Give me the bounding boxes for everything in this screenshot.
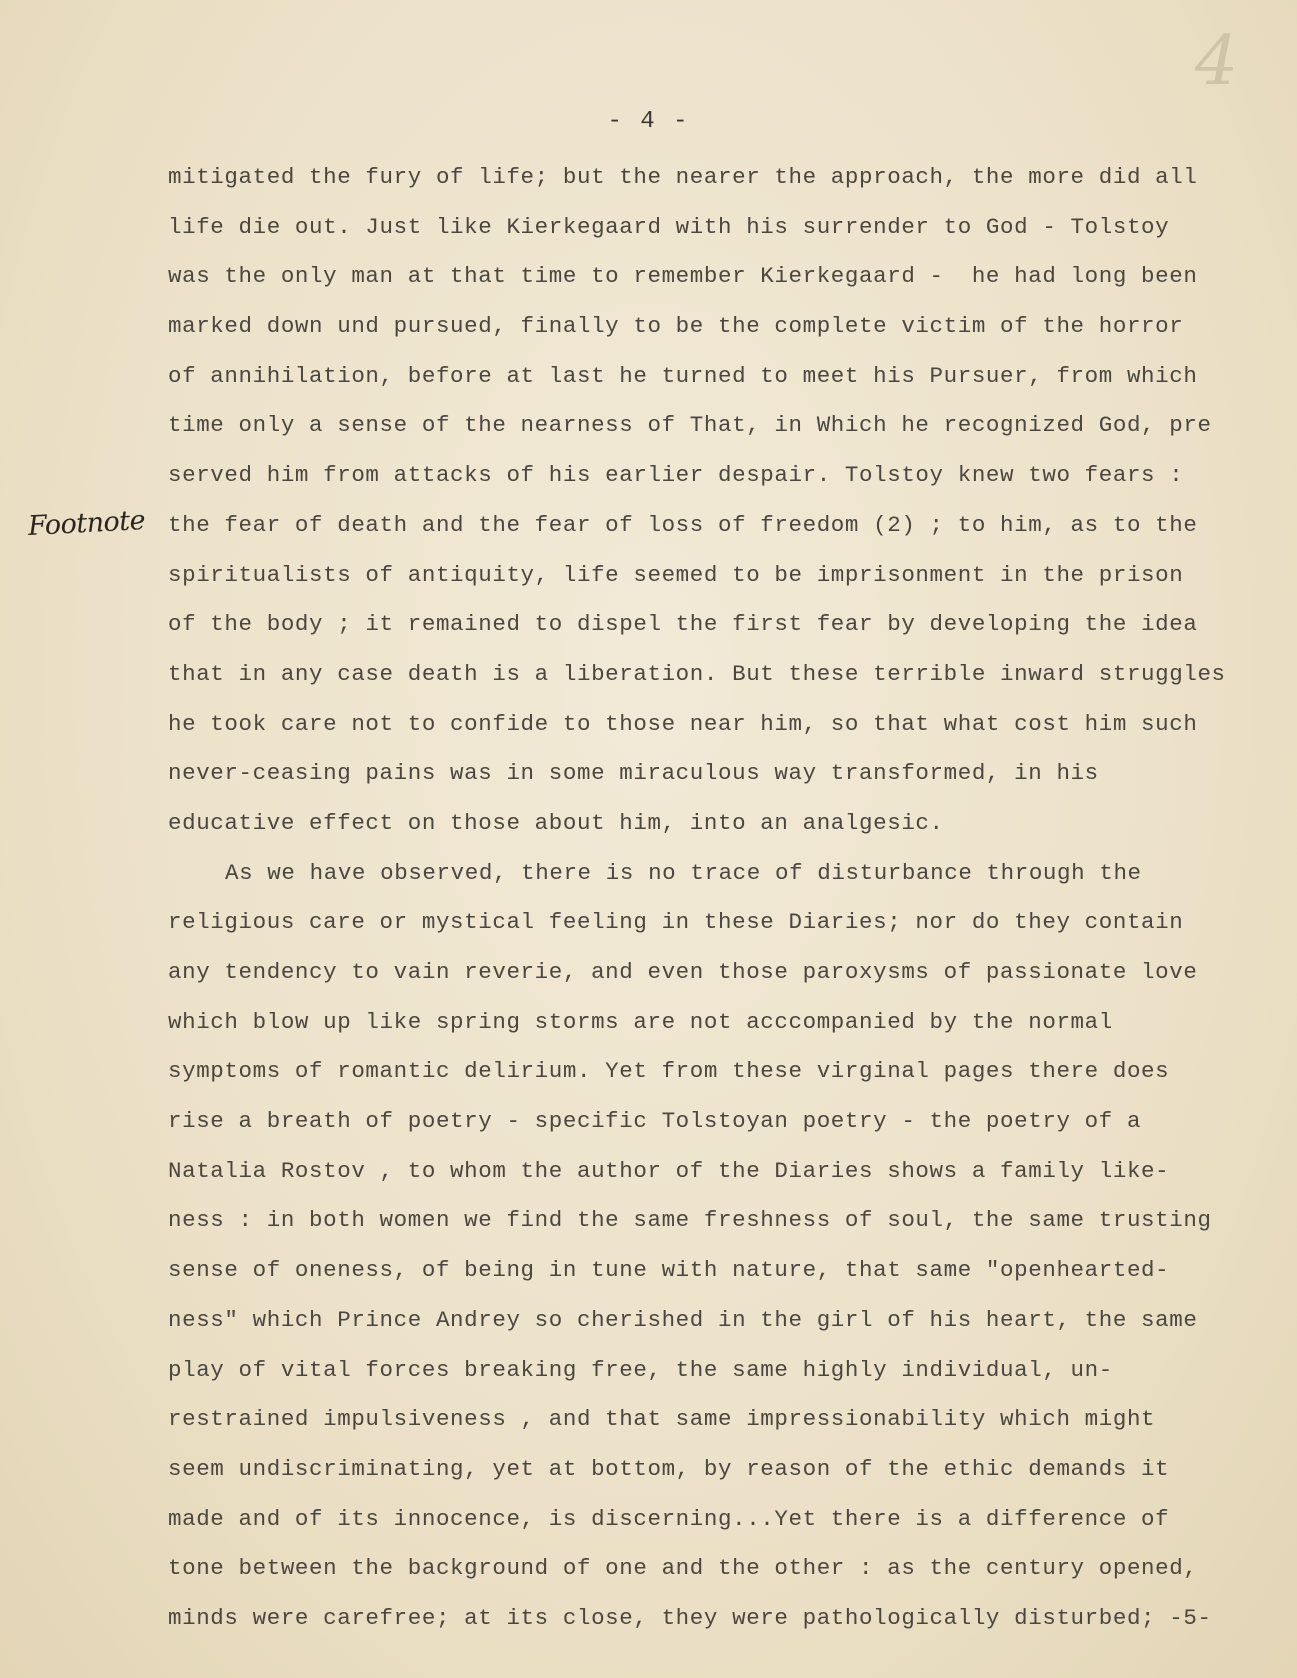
text-line: educative effect on those about him, into an analgesic. [168, 809, 944, 836]
body-text [168, 153, 1278, 1644]
text-line: the fear of death and the fear of loss of freedom (2) ; to him, as to the [168, 511, 1198, 538]
paragraph-2 [168, 849, 1278, 1644]
text-line: that in any case death is a liberation. But these terrible inward struggles [168, 660, 1226, 687]
text-line: made and of its innocence, is discerning...Yet there is a difference of [168, 1505, 1170, 1532]
page-number: - 4 - [607, 108, 690, 135]
text-line: tone between the background of one and the other : as the century opened, [168, 1555, 1198, 1582]
paragraph-1 [168, 153, 1278, 849]
text-line: any tendency to vain reverie, and even those paroxysms of passionate love [168, 959, 1198, 985]
text-line: spiritualists of antiquity, life seemed to be imprisonment in the prison [168, 561, 1184, 588]
text-line: served him from attacks of his earlier despair. Tolstoy knew two fears : [168, 462, 1184, 489]
text-line: As we have observed, there is no trace of disturbance through the [225, 859, 1142, 886]
text-line: minds were carefree; at its close, they were pathologically disturbed; -5- [168, 1604, 1212, 1631]
handwritten-margin-note: Footnote [27, 504, 146, 543]
text-line: Natalia Rostov , to whom the author of the Diaries shows a family like- [168, 1157, 1170, 1184]
text-line: rise a breath of poetry - specific Tolstoyan poetry - the poetry of a [168, 1108, 1142, 1135]
text-line: symptoms of romantic delirium. Yet from these virginal pages there does [168, 1058, 1170, 1085]
text-line: ness" which Prince Andrey so cherished in the girl of his heart, the same [168, 1306, 1198, 1333]
text-line: of annihilation, before at last he turned to meet his Pursuer, from which [168, 362, 1198, 389]
text-line: mitigated the fury of life; but the nearer the approach, the more did all [168, 164, 1198, 190]
text-line: play of vital forces breaking free, the same highly individual, un- [168, 1356, 1113, 1383]
pencil-page-mark: 4 [1195, 22, 1239, 101]
text-line: of the body ; it remained to dispel the first fear by developing the idea [168, 611, 1198, 638]
text-line: ness : in both women we find the same freshness of soul, the same trusting [168, 1207, 1212, 1234]
text-line: time only a sense of the nearness of That, in Which he recognized God, pre [168, 412, 1212, 439]
text-line: religious care or mystical feeling in these Diaries; nor do they contain [168, 909, 1184, 936]
text-line: which blow up like spring storms are not acccompanied by the normal [168, 1008, 1113, 1035]
text-line: was the only man at that time to remember Kierkegaard - he had long been [168, 263, 1198, 290]
text-line: sense of oneness, of being in tune with nature, that same "openhearted- [168, 1257, 1170, 1284]
text-line: he took care not to confide to those near him, so that what cost him such [168, 710, 1198, 737]
text-line: restrained impulsiveness , and that same impressionability which might [168, 1406, 1156, 1433]
text-line: seem undiscriminating, yet at bottom, by reason of the ethic demands it [168, 1455, 1170, 1482]
text-line: marked down und pursued, finally to be the complete victim of the horror [168, 313, 1184, 340]
text-line: life die out. Just like Kierkegaard with his surrender to God - Tolstoy [168, 213, 1170, 240]
text-line: never-ceasing pains was in some miraculous way transformed, in his [168, 760, 1099, 787]
